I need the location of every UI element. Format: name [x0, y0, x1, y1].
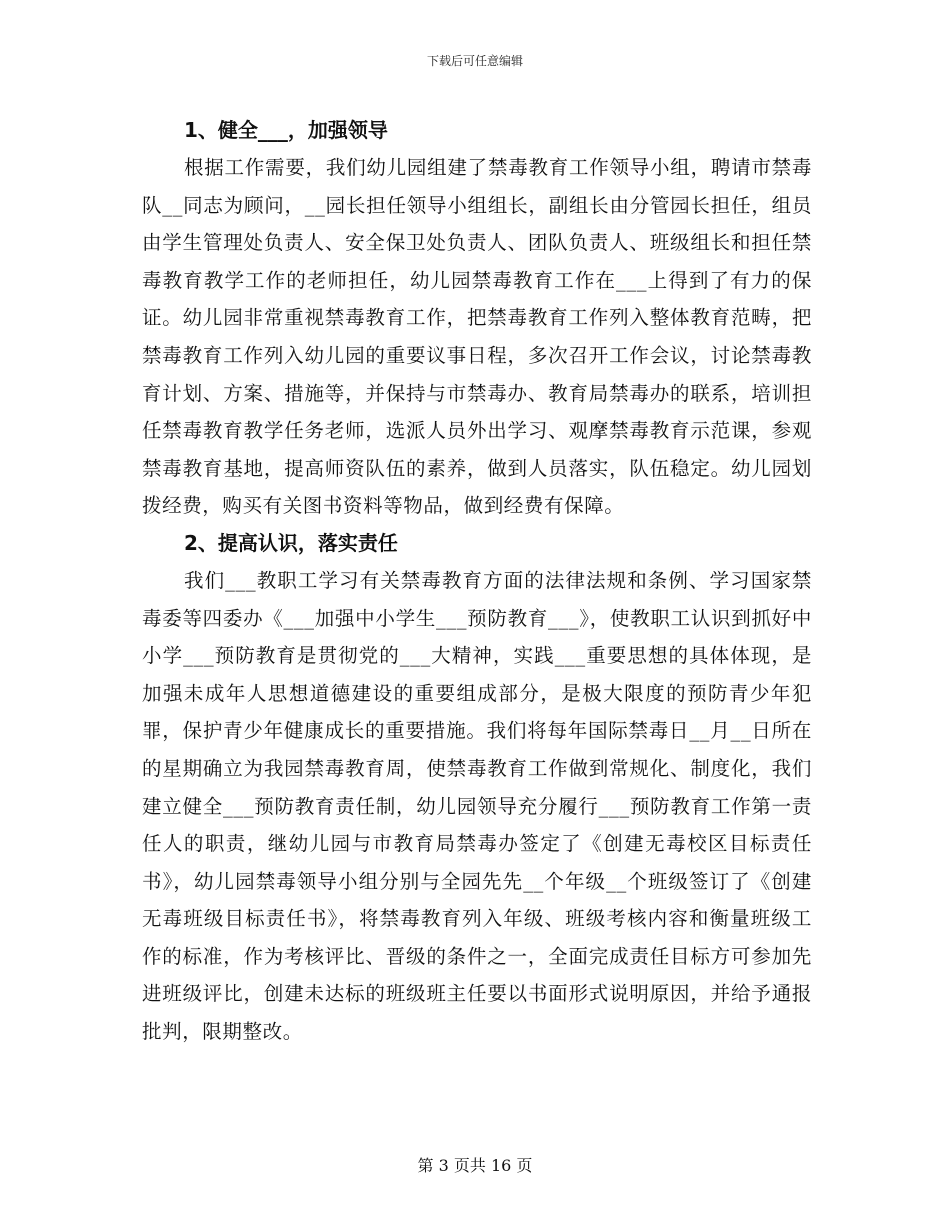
section-heading-2: 2、提高认识，落实责任 [184, 530, 398, 555]
document-body [142, 112, 812, 1051]
header-note: 下载后可任意编辑 [426, 54, 523, 68]
section-paragraph-1: 根据工作需要，我们幼儿园组建了禁毒教育工作领导小组，聘请市禁毒队__同志为顾问，__园长担任领导小组组长，副组长由分管园长担任，组员由学生管理处负责人、安全保卫处负责人、团队负责人、班级组长和担任禁毒教育教学工作的老师担任，幼儿园禁毒教育工作在___上得到了有力的保证。幼儿园非常重视禁毒教育工作，把禁毒教育工作列入整体教育范畴，把禁毒教育工作列入幼儿园的重要议事日程，多次召开工作会议，讨论禁毒教育计划、方案、措施等，并保持与市禁毒办、教育局禁毒办的联系，培训担任禁毒教育教学任务老师，选派人员外出学习、观摩禁毒教育示范课，参观禁毒教育基地，提高师资队伍的素养，做到人员落实，队伍稳定。幼儿园划拨经费，购买有关图书资料等物品，做到经费有保障。 [142, 156, 812, 518]
page-footer: 第 3 页共 16 页 [417, 1156, 533, 1175]
section-paragraph-2: 我们___教职工学习有关禁毒教育方面的法律法规和条例、学习国家禁毒委等四委办《___加强中小学生___预防教育___》，使教职工认识到抓好中小学___预防教育是贯彻党的___大精神，实践___重要思想的具体体现，是加强未成年人思想道德建设的重要组成部分，是极大限度的预防青少年犯罪，保护青少年健康成长的重要措施。我们将每年国际禁毒日__月__日所在的星期确立为我园禁毒教育周，使禁毒教育工作做到常规化、制度化，我们建立健全___预防教育责任制，幼儿园领导充分履行___预防教育工作第一责任人的职责，继幼儿园与市教育局禁毒办签定了《创建无毒校区目标责任书》，幼儿园禁毒领导小组分别与全园先先__个年级__个班级签订了《创建无毒班级目标责任书》，将禁毒教育列入年级、班级考核内容和衡量班级工作的标准，作为考核评比、晋级的条件之一，全面完成责任目标方可参加先进班级评比，创建未达标的班级班主任要以书面形式说明原因，并给予通报批判，限期整改。 [142, 568, 812, 1044]
section-heading-1: 1、健全___，加强领导 [184, 118, 388, 142]
